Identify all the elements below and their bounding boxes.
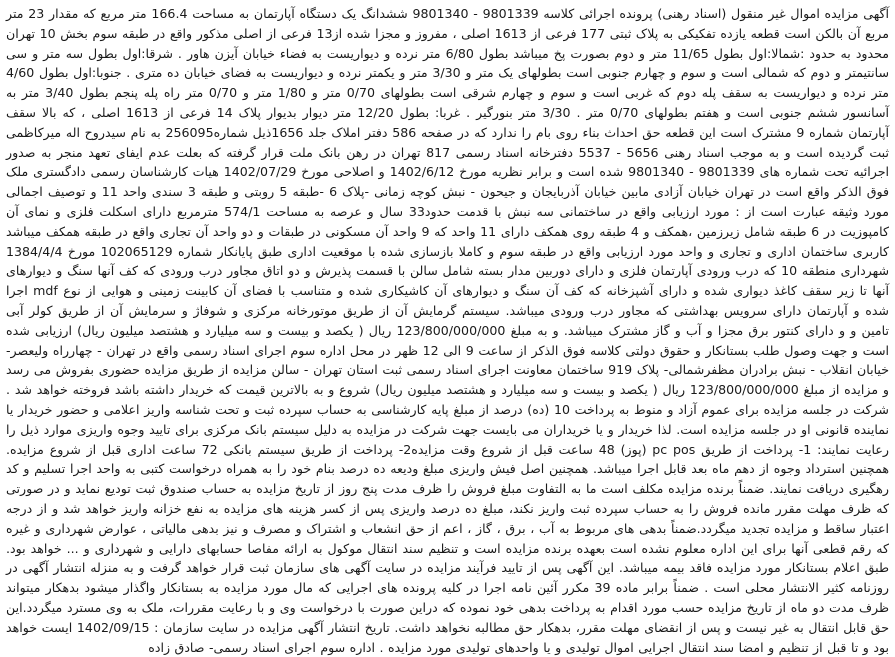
notice-text: آگهی مزایده اموال غیر منقول (اسناد رهنی) پرونده اجرائی کلاسه 9801339 - 9801340 ششدانگ یک دستگاه آپارتمان به مساحت 166.4 متر مربع که مقدار 23 متر مربع آن بالکن است قطعه یازده تفکیکی به پلاک ثبتی 177 فرعی از 1613 اصلی ، مفروز و مجزا شده از13 فرعی از اصلی مذکور واقع در طبقه سوم بخش 10 تهران محدود به حدود :شمالا:اول بطول 11/65 متر و دوم بصورت پخ میباشد بطول 6/80 متر نرده و دیواریست به فضاء خیابان آیزن هاور . شرقا:اول بطول سه متر و سی سانتیمتر و دوم که شمالی است و سوم و چهارم جنوبی است بطولهای یک متر و 3/30 متر و یکمتر نرده و دیواریست به فضای خیابان ده متری . جنوبا:اول بطول 4/60 متر نرده و دیواریست به سقف پله دوم که غربی است و سوم و چهارم شرقی است بطولهای 0/70 متر و 1/80 متر و 0/70 متر راه پله پنجم بطول 3/40 متر به آسانسور ششم جنوبی است و هفتم بطولهای 0/70 متر . 3/30 متر بنورگیر . غربا: بطول 12/20 متر دیوار بدیوار پلاک 14 فرعی از 1613 اصلی ، که بالا سقف آپارتمان شماره 9 مشترک است این قطعه حق احداث بناء روی بام را ندارد که در صفحه 586 دفتر املاک جلد 1656ذیل شماره256095 به نام سیدروح اله میرکاظمی ثبت گردیده است و به موجب اسناد رهنی 5656 - 5537 دفترخانه اسناد رسمی 817 تهران در رهن بانک ملت قرار گرفته که بعلت عدم ایفای تعهد منجر به صدور اجرائیه تحت شماره های 9801339 - 9801340 شده است و برابر نظریه مورخ 1402/6/12 و اصلاحی مورخ 1402/07/29 هیات کارشناسان رسمی دادگستری ملک فوق الذکر واقع است در تهران خیابان آزادی مابین خیابان آذربایجان و جیحون - نبش کوچه زمانی -پلاک 6 -طبقه 5 روبتی و طبقه 3 سندی واحد 11 و توصیف اجمالی مورد وثیقه عبارت است از : مورد ارزیابی واقع در ساختمانی سه نبش با قدمت حدود33 سال و عرصه به مساحت 574/1 مترمربع دارای اسکلت فلزی و نمای آن کامپوزیت در 6 طبقه شامل زیرزمین ،همکف و 4 طبقه روی همکف دارای 11 واحد که 9 واحد آن مسکونی در طبقات و دو واحد آن تجاری واقع در طبقه همکف میباشد کاربری ساختمان اداری و تجاری و واحد مورد ارزیابی واقع در طبقه سوم و کاملا بازسازی شده با موقعیت اداری طبق پایانکار شماره 102065129 مورخ 1384/4/4 شهرداری منطقه 10 که درب ورودی آپارتمان فلزی و دارای دوربین مدار بسته شامل سالن با قسمت پذیرش و دو اتاق مجاور درب ورودی که کف آنها سنگ و دیوارهای آنها تا زیر سقف کاغذ دیواری شده و دارای آشپزخانه که کف آن سنگ و دیوارهای آن کاشیکاری شده و متناسب با فضای آن کابینت زمینی و هوایی از نوع mdf اجرا شده و آپارتمان دارای سرویس بهداشتی که مجاور درب ورودی میباشد. سیستم گرمایش آن از طریق موتورخانه مرکزی و شوفاژ و سرمایش آن از طریق کولر آبی تامین و و دارای کنتور برق مجزا و آب و گاز مشترک میباشد. و به مبلغ 123/800/000/000 ریال ( یکصد و بیست و سه میلیارد و هشتصد میلیون ریال) ارزیابی شده است و جهت وصول طلب بستانکار و حقوق دولتی کلاسه فوق الذکر از ساعت 9 الی 12 ظهر در محل اداره سوم اجرای اسناد رسمی واقع در تهران - چهارراه ولیعصر- خیابان انقلاب - نبش برادران مظفرشمالی- پلاک 919 ساختمان معاونت اجرای اسناد رسمی ثبت استان تهران - سالن مزایده از طریق مزایده حضوری بفروش می رسد و مزایده از مبلغ 123/800/000/000 ریال ( یکصد و بیست و سه میلیارد و هشتصد میلیون ریال) شروع و به بالاترین قیمت که خریدار داشته باشد فروخته خواهد شد . شرکت در جلسه مزایده برای عموم آزاد و منوط به پرداخت 10 (ده) درصد از مبلغ پایه کارشناسی به حساب سپرده ثبت و تحت شناسه واریز اعلامی و حضور خریدار یا نماینده قانونی او در جلسه مزایده است. لذا خریدار و یا خریداران می بایست جهت شرکت در مزایده به دلیل سیستم بانک مرکزی برای تایید وجوه واریزی موارد ذیل را رعایت نمایند: 1- پرداخت از طریق pc pos (پوز) 48 ساعت قبل از شروع وقت مزایده2- پرداخت از طریق سیستم بانکی 72 ساعت اداری قبل از شروع مزایده. همچنین استرداد وجوه از دهم ماه بعد قابل اجرا میباشد. همچنین اصل فیش واریزی مبلغ ودیعه ده درصد بنام خود را به همراه درخواست کتبی به واحد اجرا تسلیم و کد رهگیری دریافت نمایند. ضمناً برنده مزایده مکلف است ما به التفاوت مبلغ فروش را ظرف مدت پنج روز از تاریخ مزایده به حساب صندوق ثبت تودیع نماید و در صورتی که ظرف مهلت مقرر مانده فروش را به حساب سپرده ثبت واریز نکند، مبلغ ده درصد واریزی پس از کسر هزینه های مزایده به نفع خزانه واریز خواهد شد و از درجه اعتبار ساقط و مزایده تجدید میگردد.ضمناً بدهی های مربوط به آب ، برق ، گاز ، اعم از حق انشعاب و اشتراک و مصرف و نیز بدهی مالیاتی ، عوارض شهرداری و غیره که رقم قطعی آنها برای این اداره معلوم نشده است بعهده برنده مزایده است و تنظیم سند انتقال موکول به ارائه مفاصا حسابهای دارایی و شهرداری و ... خواهد بود. طبق اعلام بستانکار مورد مزایده فاقد بیمه میباشد. این آگهی پس از تایید فرآیند مزایده در سایت آگهی های سازمان ثبت قرار خواهد گرفت و به منزله انتشار آگهی در روزنامه کثیر الانتشار محلی است . ضمناً برابر ماده 39 مکرر آئین نامه اجرا در کلیه پرونده های اجرایی که مال مورد مزایده به بستانکار واگذار میشود بدهکار میتواند ظرف مدت دو ماه از تاریخ مزایده حسب مورد اقدام به پرداخت بدهی خود نموده که دراین صورت با درخواست وی و با رعایت مقررات، ملک به وی مسترد میگردد.این حق قابل انتقال به غیر نیست و پس از انقضای مهلت مقرر، بدهکار حق مطالبه نخواهد داشت. تاریخ انتشار آگهی مزایده در سایت سازمان : 1402/09/15 ایست خواهد بود و تا قبل از تنظیم و امضا سند انتقال اجرایی اموال تولیدی و یا واحدهای تولیدی مورد مزایده . اداره سوم اجرای اسناد رسمی- صادق زاده [6, 6, 890, 655]
